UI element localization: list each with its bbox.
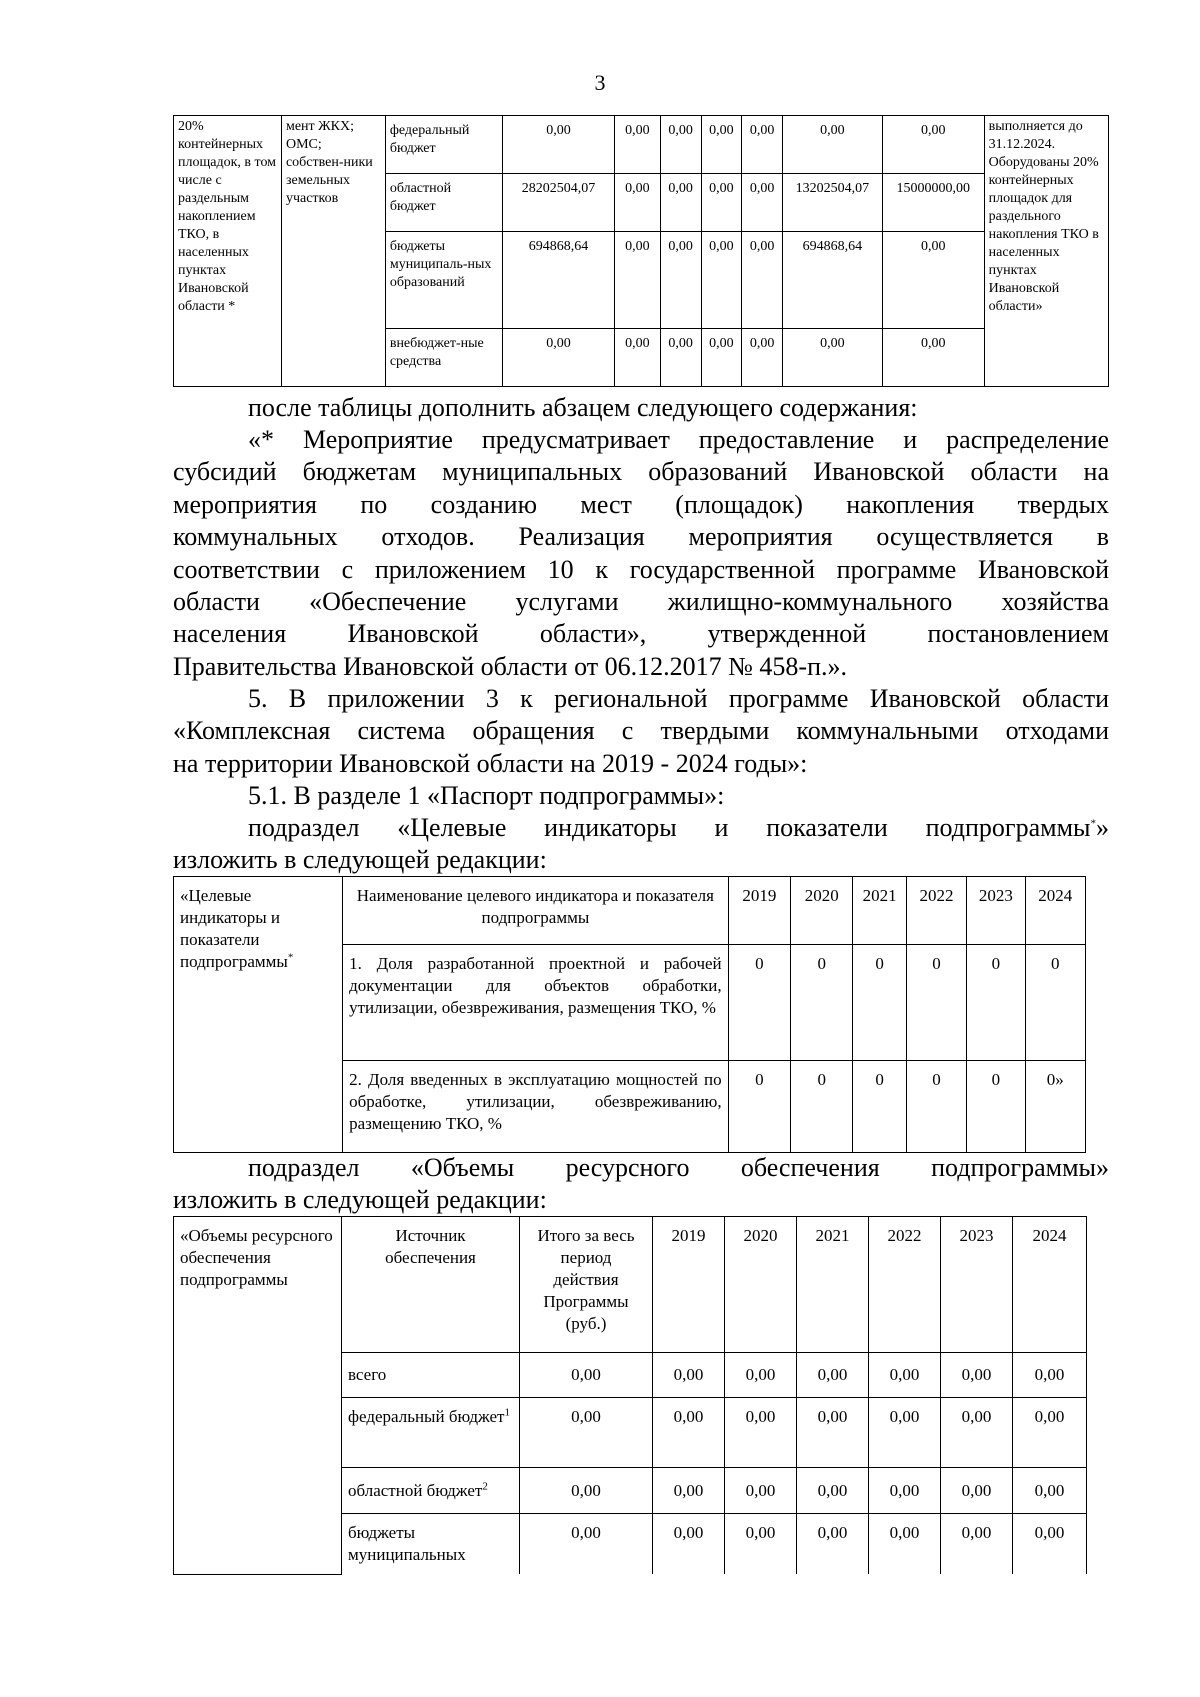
text-line: 5.1. В разделе 1 «Паспорт подпрограммы»: <box>248 781 725 810</box>
text-line: изложить в следующей редакции: <box>173 845 547 875</box>
value-cell: 0,00 <box>869 1514 941 1575</box>
value-cell: 0,00 <box>614 174 660 232</box>
indicator-name: 2. Доля введенных в эксплуатацию мощностей по обработке, утилизации, обезвреживанию, размещению ТКО, % <box>343 1061 729 1153</box>
text-line: на территории Ивановской области на 2019 - 2024 годы»: <box>173 748 808 778</box>
source-text: бюджеты муниципальных <box>348 1523 466 1564</box>
text-line: коммунальных отходов. Реализация мероприятия осуществляется в <box>173 522 1109 552</box>
value-cell: 0,00 <box>701 329 742 387</box>
value-cell: 0,00 <box>520 1353 653 1398</box>
source-cell: бюджеты муниципаль-ных образований <box>385 232 502 329</box>
value-cell: 0,00 <box>653 1514 725 1575</box>
value-cell: 0,00 <box>783 116 883 174</box>
text-line: «Комплексная система обращения с твердыми коммунальными отходами <box>173 716 1109 746</box>
year-header: 2023 <box>941 1217 1013 1353</box>
text-line <box>173 812 1109 844</box>
text-line: мероприятия по созданию мест (площадок) накопления твердых <box>173 489 1109 519</box>
measures-table <box>173 115 1109 387</box>
label-text: «Целевые индикаторы и показатели подпрограммы <box>180 886 288 971</box>
value-cell: 0,00 <box>941 1353 1013 1398</box>
value-cell: 0,00 <box>941 1514 1013 1575</box>
paragraph <box>173 683 1109 780</box>
value-cell: 0,00 <box>725 1398 797 1468</box>
paragraph <box>173 1152 1109 1217</box>
text-line: населения Ивановской области», утвержденной постановлением <box>173 619 1109 649</box>
text-line: субсидий бюджетам муниципальных образований Ивановской области на <box>173 457 1109 487</box>
source-cell <box>342 1353 520 1398</box>
value-cell: 0,00 <box>797 1353 869 1398</box>
text-fragment: » <box>1096 813 1109 842</box>
text-line: «* Мероприятие предусматривает предоставление и распределение <box>248 425 1109 454</box>
value-cell: 0,00 <box>742 116 783 174</box>
value-cell: 0,00 <box>614 329 660 387</box>
value-cell: 0,00 <box>882 116 984 174</box>
source-cell: областной бюджет <box>385 174 502 232</box>
indicators-table <box>173 876 1086 1153</box>
text-line: изложить в следующей редакции: <box>173 1185 547 1215</box>
value-cell: 0,00 <box>797 1398 869 1468</box>
value-cell: 15000000,00 <box>882 174 984 232</box>
text-line: Правительства Ивановской области от 06.12.2017 № 458-п.». <box>173 651 847 681</box>
year-header: 2019 <box>653 1217 725 1353</box>
value-cell: 0» <box>1025 1061 1085 1153</box>
value-cell: 0 <box>728 1061 790 1153</box>
footnote-mark: * <box>287 951 294 964</box>
value-cell: 0 <box>791 1061 853 1153</box>
footnote-mark: 2 <box>482 1479 488 1492</box>
value-cell: 0,00 <box>520 1468 653 1514</box>
value-cell: 0,00 <box>1013 1468 1087 1514</box>
year-header: 2021 <box>797 1217 869 1353</box>
paragraph <box>173 780 1109 812</box>
source-text: областной бюджет <box>348 1480 483 1500</box>
text-line: области «Обеспечение услугами жилищно-коммунального хозяйства <box>173 587 1109 617</box>
value-cell: 0 <box>728 945 790 1061</box>
paragraph <box>173 424 1109 683</box>
value-cell: 694868,64 <box>783 232 883 329</box>
value-cell: 0,00 <box>725 1468 797 1514</box>
value-cell: 0,00 <box>520 1514 653 1575</box>
text-fragment: подраздел «Целевые индикаторы и показатели подпрограммы <box>248 813 1091 842</box>
source-cell <box>342 1398 520 1468</box>
value-cell: 0,00 <box>660 116 701 174</box>
result-cell: выполняется до 31.12.2024. Оборудованы 20% контейнерных площадок для раздельного накопления ТКО в населенных пунктах Ивановской области» <box>984 116 1108 387</box>
value-cell: 0,00 <box>742 174 783 232</box>
value-cell: 0 <box>853 945 906 1061</box>
source-cell <box>342 1468 520 1514</box>
source-cell: федеральный бюджет <box>385 116 502 174</box>
source-cell <box>342 1514 520 1575</box>
value-cell: 0,00 <box>502 116 614 174</box>
value-cell: 0,00 <box>1013 1398 1087 1468</box>
value-cell: 694868,64 <box>502 232 614 329</box>
value-cell: 0 <box>967 945 1025 1061</box>
year-header: 2020 <box>725 1217 797 1353</box>
value-cell: 0,00 <box>1013 1514 1087 1575</box>
value-cell: 0,00 <box>882 232 984 329</box>
year-header: 2022 <box>906 877 966 945</box>
text-line: соответствии с приложением 10 к государственной программе Ивановской <box>173 554 1109 584</box>
value-cell: 0,00 <box>725 1353 797 1398</box>
text-line: 5. В приложении 3 к региональной программе Ивановской области <box>248 684 1109 713</box>
value-cell: 0 <box>906 1061 966 1153</box>
value-cell: 0,00 <box>783 329 883 387</box>
value-cell: 0 <box>791 945 853 1061</box>
resources-table <box>173 1216 1087 1575</box>
value-cell: 0,00 <box>701 116 742 174</box>
year-header: 2024 <box>1013 1217 1087 1353</box>
text-line: подраздел «Объемы ресурсного обеспечения подпрограммы» <box>248 1153 1109 1182</box>
value-cell: 0 <box>906 945 966 1061</box>
paragraph <box>173 812 1109 877</box>
footnote-mark: 1 <box>504 1406 510 1419</box>
value-cell: 0,00 <box>941 1398 1013 1468</box>
value-cell: 0 <box>853 1061 906 1153</box>
value-cell: 0 <box>967 1061 1025 1153</box>
year-header: 2021 <box>853 877 906 945</box>
value-cell: 0,00 <box>869 1398 941 1468</box>
value-cell: 0,00 <box>797 1514 869 1575</box>
indicator-name: 1. Доля разработанной проектной и рабочей документации для объектов обработки, утилизации, обезвреживания, размещения ТКО, % <box>343 945 729 1061</box>
value-cell: 0,00 <box>653 1468 725 1514</box>
year-header: 2020 <box>791 877 853 945</box>
value-cell: 0,00 <box>614 116 660 174</box>
value-cell: 0,00 <box>614 232 660 329</box>
value-cell: 0,00 <box>660 232 701 329</box>
indicators-label-cell <box>174 877 343 1153</box>
executor-cell: мент ЖКХ; ОМС; собствен-ники земельных участков <box>281 116 385 387</box>
value-cell: 0,00 <box>653 1353 725 1398</box>
value-cell: 28202504,07 <box>502 174 614 232</box>
year-header: 2019 <box>728 877 790 945</box>
value-cell: 0,00 <box>941 1468 1013 1514</box>
value-cell: 0,00 <box>660 329 701 387</box>
header-cell: Наименование целевого индикатора и показателя подпрограммы <box>343 877 729 945</box>
header-cell: Источник обеспечения <box>342 1217 520 1353</box>
source-cell: внебюджет-ные средства <box>385 329 502 387</box>
value-cell: 13202504,07 <box>783 174 883 232</box>
text-line: после таблицы дополнить абзацем следующего содержания: <box>248 393 918 422</box>
source-text: федеральный бюджет <box>348 1407 505 1426</box>
value-cell: 0,00 <box>882 329 984 387</box>
value-cell: 0,00 <box>701 174 742 232</box>
year-header: 2024 <box>1025 877 1085 945</box>
value-cell: 0,00 <box>797 1468 869 1514</box>
value-cell: 0,00 <box>742 232 783 329</box>
footnote-mark: * <box>1090 817 1096 830</box>
resources-label-cell: «Объемы ресурсного обеспечения подпрограммы <box>174 1217 342 1575</box>
value-cell: 0,00 <box>502 329 614 387</box>
year-header: 2023 <box>967 877 1025 945</box>
value-cell: 0 <box>1025 945 1085 1061</box>
year-header: 2022 <box>869 1217 941 1353</box>
source-text: всего <box>348 1365 387 1384</box>
value-cell: 0,00 <box>701 232 742 329</box>
value-cell: 0,00 <box>653 1398 725 1468</box>
value-cell: 0,00 <box>869 1353 941 1398</box>
value-cell: 0,00 <box>1013 1353 1087 1398</box>
page-number: 3 <box>594 70 606 95</box>
paragraph <box>173 392 1109 424</box>
value-cell: 0,00 <box>725 1514 797 1575</box>
measure-name-cell: 20% контейнерных площадок, в том числе с раздельным накоплением ТКО, в населенных пунктах Ивановской области * <box>174 116 282 387</box>
value-cell: 0,00 <box>660 174 701 232</box>
value-cell: 0,00 <box>520 1398 653 1468</box>
value-cell: 0,00 <box>742 329 783 387</box>
value-cell: 0,00 <box>869 1468 941 1514</box>
header-cell: Итого за весь период действия Программы (руб.) <box>520 1217 653 1353</box>
